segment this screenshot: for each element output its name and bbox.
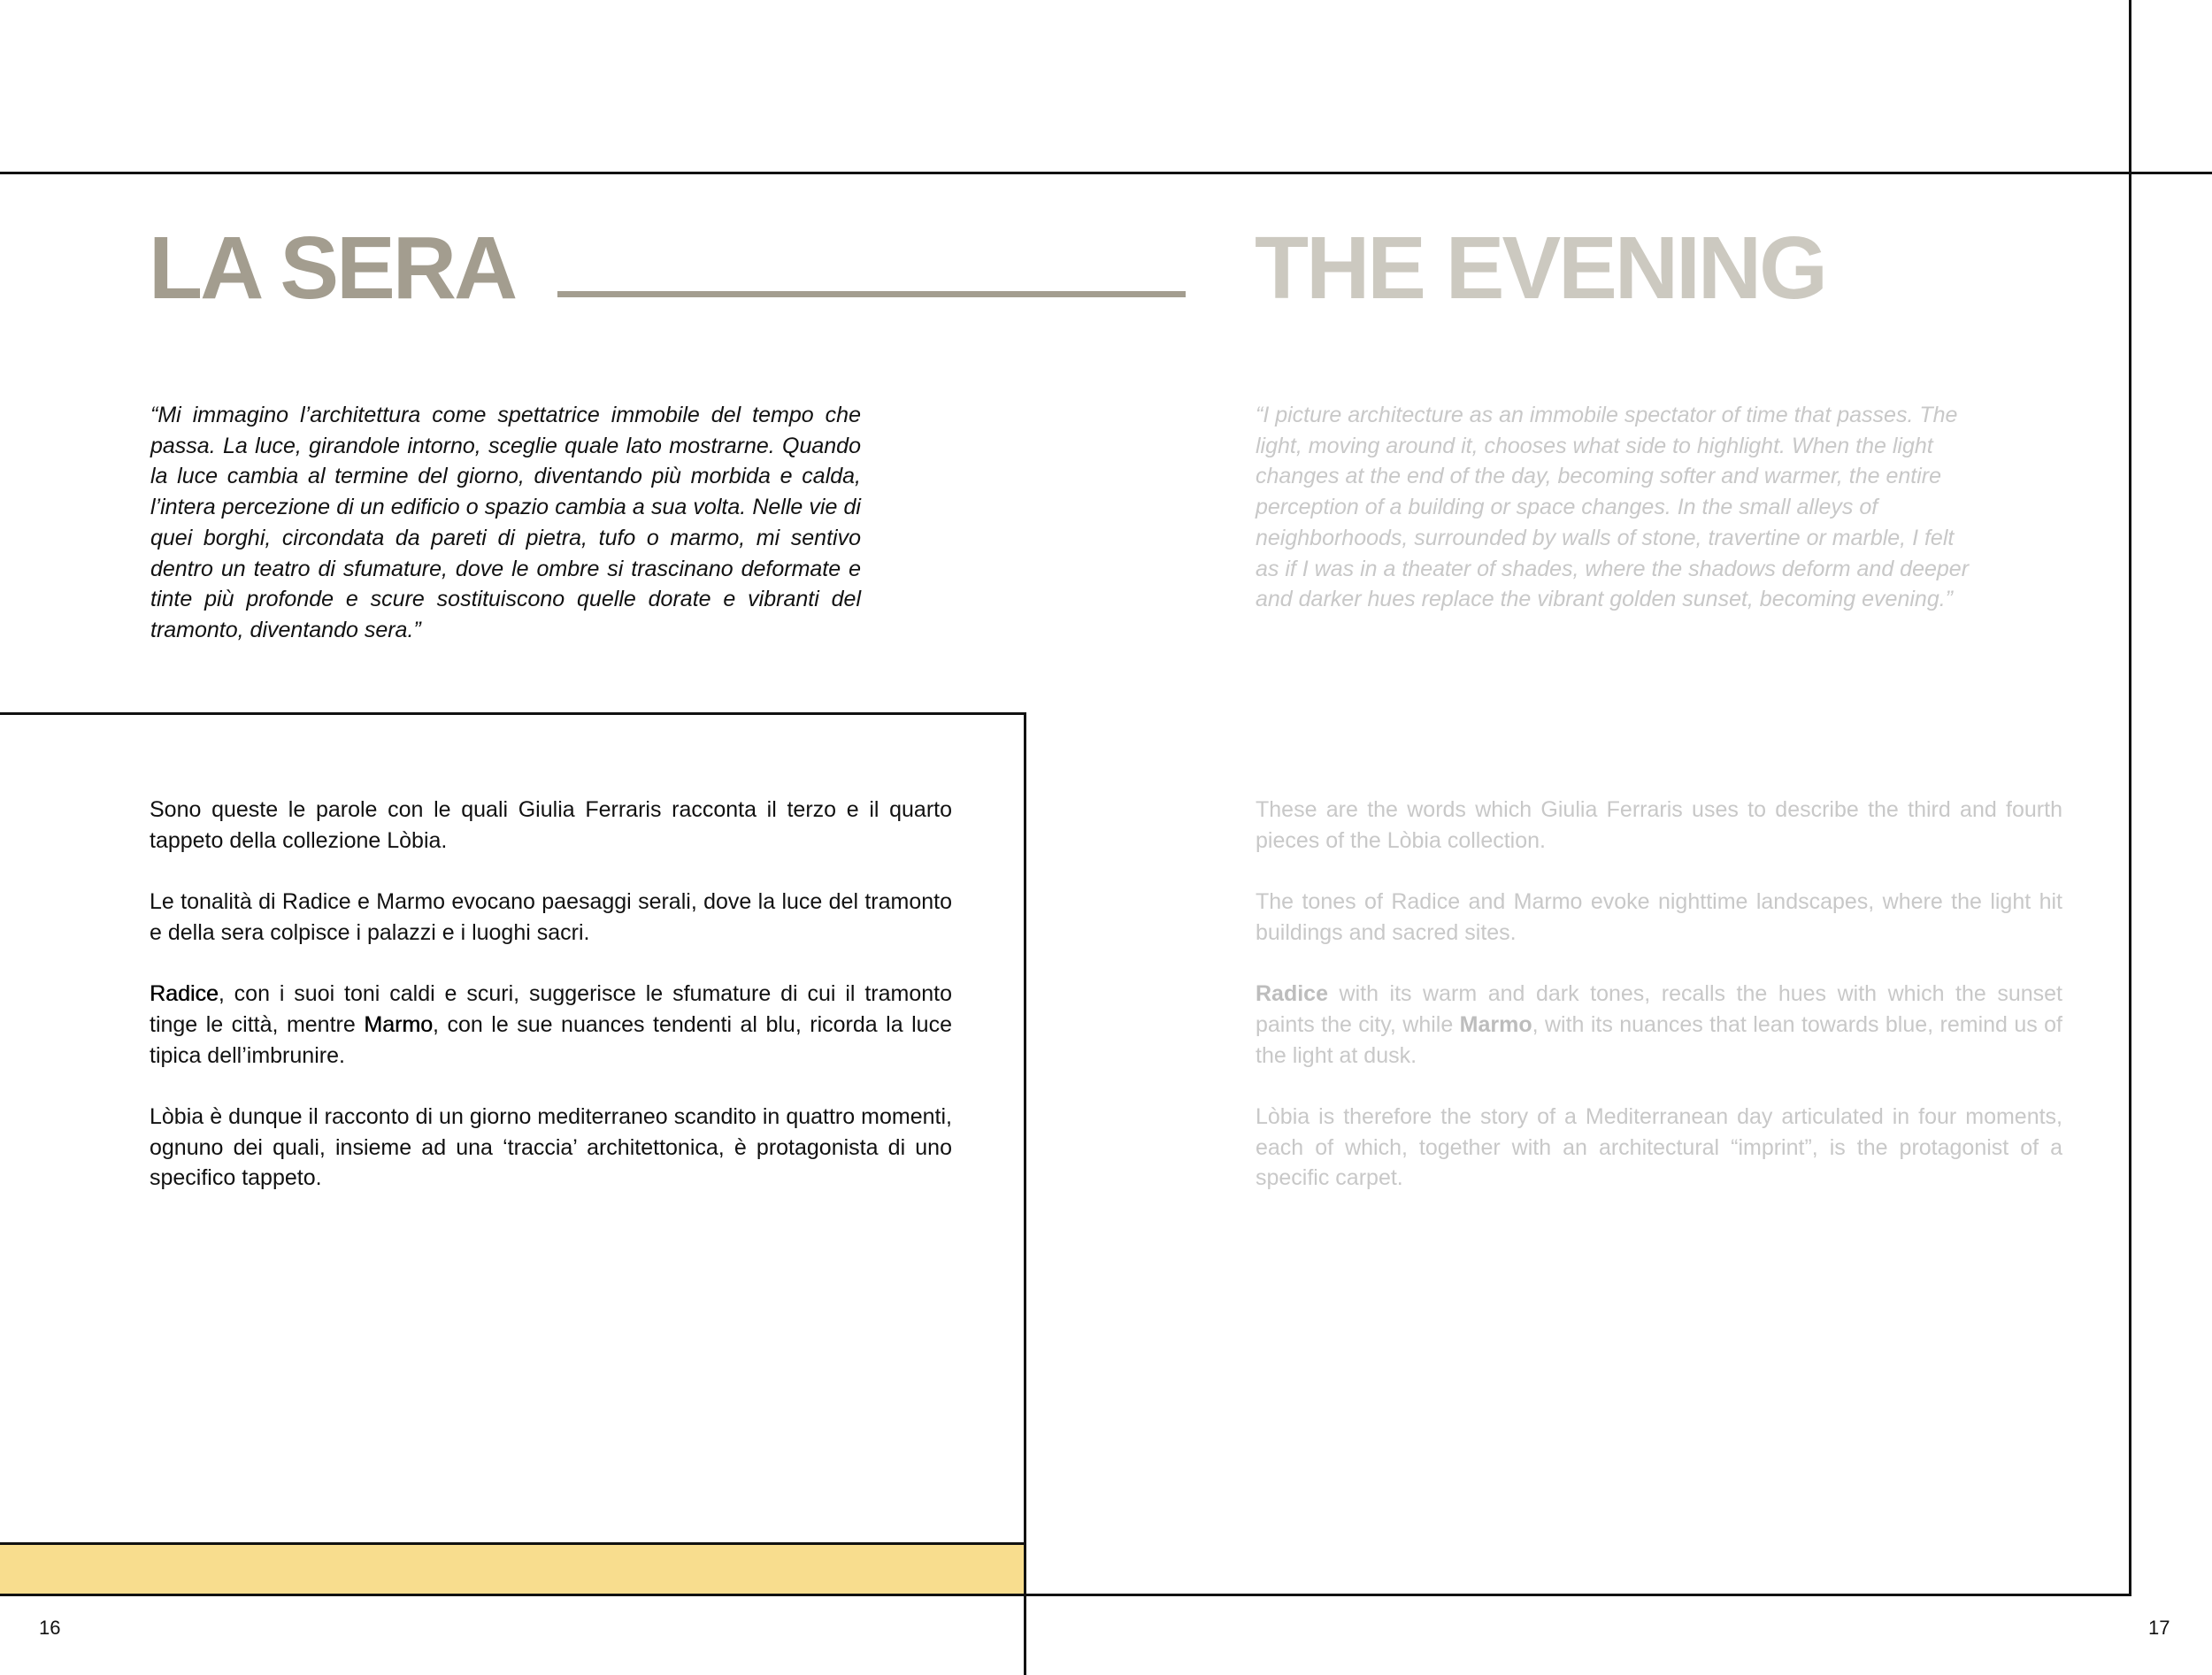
quote-italian: “Mi immagino l’architettura come spettatrice immobile del tempo che passa. La luce, girandole intorno, sceglie quale lato mostrarne. Quando la luce cambia al termine del giorno, diventando più morbida e calda, l’intera percezione di un edificio o spazio cambia a sua volta. Nelle vie di quei borghi, circondata da pareti di pietra, tufo o marmo, mi sentivo dentro un teatro di sfumature, dove le ombre si trascinano deformate e tinte più profonde e scure sostituiscono quelle dorate e vibranti del tramonto, diventando sera.”: [150, 403, 861, 642]
paragraph-3-part-a: , con i suoi toni caldi e scuri, suggerisce le sfumature di cui il tramonto tinge le città, mentre: [150, 981, 952, 1037]
body-text-english: [1256, 795, 2062, 1225]
radice-term: Radice: [150, 981, 219, 1007]
top-horizontal-rule: [0, 172, 2212, 174]
paragraph-1: These are the words which Giulia Ferraris uses to describe the third and fourth pieces of the Lòbia collection.: [1256, 797, 2062, 853]
page-number-left: 16: [39, 1617, 61, 1639]
radice-term: Radice: [1256, 981, 1328, 1007]
right-vertical-rule: [2129, 0, 2131, 1596]
paragraph-3: [1256, 979, 2062, 1071]
paragraph-3-part-a: with its warm and dark tones, recalls the hues with which the sunset paints the city, while: [1256, 981, 2062, 1037]
paragraph-2: Le tonalità di Radice e Marmo evocano paesaggi serali, dove la luce del tramonto e della sera colpisce i palazzi e i luoghi sacri.: [150, 889, 952, 945]
yellow-accent-band: [0, 1545, 1024, 1594]
paragraph-3-part-b: , with its nuances that lean towards blue, remind us of the light at dusk.: [1256, 1011, 2062, 1068]
marmo-term: Marmo: [364, 1011, 434, 1037]
title-italian: LA SERA: [149, 219, 516, 318]
quote-english: “I picture architecture as an immobile spectator of time that passes. The light, moving around it, chooses what side to highlight. When the light changes at the end of the day, becoming softer and warmer, the entire perception of a building or space changes. In the small alleys of neighborhoods, surrounded by walls of stone, travertine or marble, I felt as if I was in a theater of shades, where the shadows deform and deeper and darker hues replace the vibrant golden sunset, becoming evening.”: [1256, 403, 1970, 612]
center-vertical-rule: [1024, 712, 1026, 1675]
body-text-italian: [150, 795, 952, 1225]
paragraph-4: Lòbia è dunque il racconto di un giorno mediterraneo scandito in quattro momenti, ognuno dei quali, insieme ad una ‘traccia’ architettonica, è protagonista di uno specifico tappeto.: [150, 1103, 952, 1191]
paragraph-1: Sono queste le parole con le quali Giulia Ferraris racconta il terzo e il quarto tappeto della collezione Lòbia.: [150, 797, 952, 853]
paragraph-4: Lòbia is therefore the story of a Mediterranean day articulated in four moments, each of which, together with an architectural “imprint”, is the protagonist of a specific carpet.: [1256, 1103, 2062, 1191]
paragraph-3: [150, 979, 952, 1071]
marmo-term: Marmo: [1459, 1011, 1532, 1037]
page-number-right: 17: [2148, 1617, 2170, 1639]
left-bottom-rule: [0, 1594, 1026, 1596]
title-english: THE EVENING: [1255, 219, 1825, 318]
title-underline-rule: [557, 291, 1186, 297]
left-box-top-rule: [0, 712, 1026, 715]
right-bottom-rule: [1024, 1594, 2131, 1596]
paragraph-3-part-b: , con le sue nuances tendenti al blu, ricorda la luce tipica dell’imbrunire.: [150, 1011, 952, 1068]
paragraph-2: The tones of Radice and Marmo evoke nighttime landscapes, where the light hit buildings and sacred sites.: [1256, 889, 2062, 945]
